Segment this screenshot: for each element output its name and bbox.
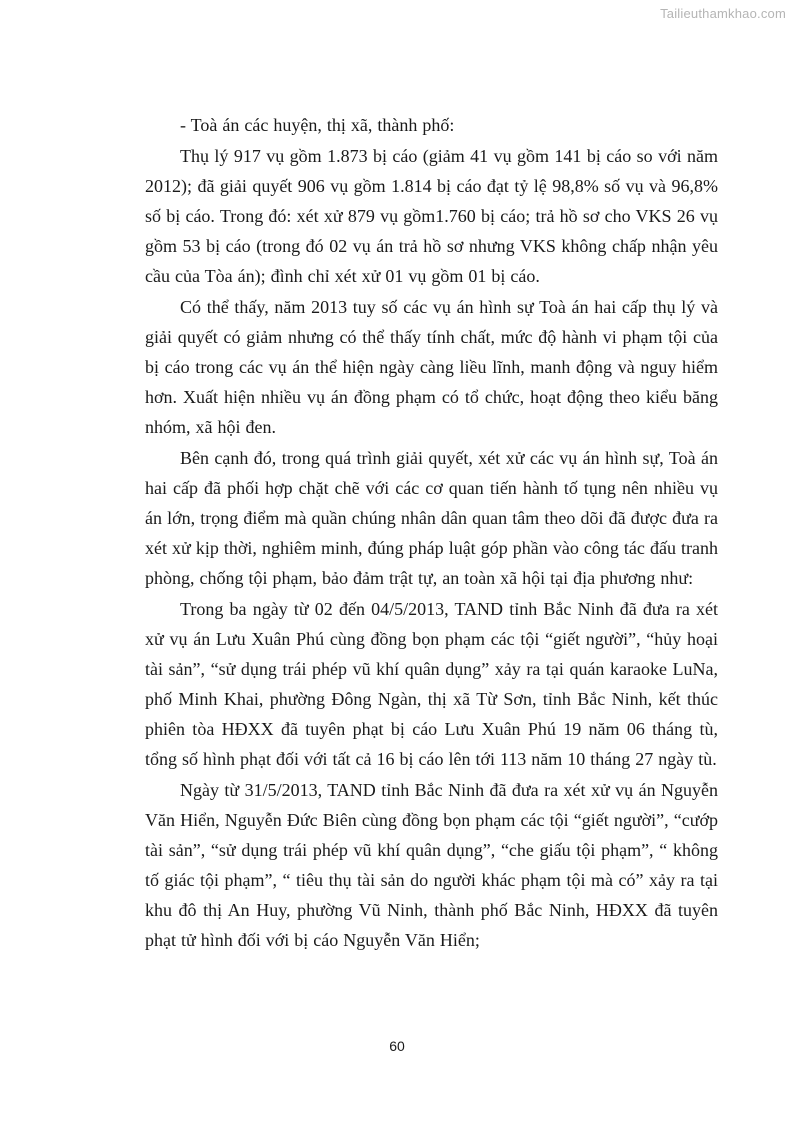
paragraph-case-statistics: Thụ lý 917 vụ gồm 1.873 bị cáo (giảm 41 vụ gồm 141 bị cáo so với năm 2012); đã giải quyết 906 vụ gồm 1.814 bị cáo đạt tỷ lệ 98,8% số vụ và 96,8% số bị cáo. Trong đó: xét xử 879 vụ gồm1.760 bị cáo; trả hồ sơ cho VKS 26 vụ gồm 53 bị cáo (trong đó 02 vụ án trả hồ sơ nhưng VKS không chấp nhận yêu cầu của Tòa án); đình chỉ xét xử 01 vụ gồm 01 bị cáo. (145, 146, 718, 286)
paragraph-coordination: Bên cạnh đó, trong quá trình giải quyết, xét xử các vụ án hình sự, Toà án hai cấp đã phối hợp chặt chẽ với các cơ quan tiến hành tố tụng nên nhiều vụ án lớn, trọng điểm mà quần chúng nhân dân quan tâm theo dõi đã được đưa ra xét xử kịp thời, nghiêm minh, đúng pháp luật góp phần vào công tác đấu tranh phòng, chống tội phạm, bảo đảm trật tự, an toàn xã hội tại địa phương như: (145, 448, 718, 588)
paragraph-crime-trend: Có thể thấy, năm 2013 tuy số các vụ án hình sự Toà án hai cấp thụ lý và giải quyết có giảm nhưng có thể thấy tính chất, mức độ hành vi phạm tội của bị cáo trong các vụ án thể hiện ngày càng liều lĩnh, manh động và nguy hiểm hơn. Xuất hiện nhiều vụ án đồng phạm có tổ chức, hoạt động theo kiểu băng nhóm, xã hội đen. (145, 297, 718, 437)
paragraph-case-luu-xuan-phu: Trong ba ngày từ 02 đến 04/5/2013, TAND tỉnh Bắc Ninh đã đưa ra xét xử vụ án Lưu Xuân Phú cùng đồng bọn phạm các tội “giết người”, “hủy hoại tài sản”, “sử dụng trái phép vũ khí quân dụng” xảy ra tại quán karaoke LuNa, phố Minh Khai, phường Đông Ngàn, thị xã Từ Sơn, tỉnh Bắc Ninh, kết thúc phiên tòa HĐXX đã tuyên phạt bị cáo Lưu Xuân Phú 19 năm 06 tháng tù, tổng số hình phạt đối với tất cả 16 bị cáo lên tới 113 năm 10 tháng 27 ngày tù. (145, 599, 718, 769)
paragraph-case-nguyen-van-hien: Ngày từ 31/5/2013, TAND tỉnh Bắc Ninh đã đưa ra xét xử vụ án Nguyễn Văn Hiển, Nguyễn Đức Biên cùng đồng bọn phạm các tội “giết người”, “cướp tài sản”, “sử dụng trái phép vũ khí quân dụng”, “che giấu tội phạm”, “ không tố giác tội phạm”, “ tiêu thụ tài sản do người khác phạm tội mà có” xảy ra tại khu đô thị An Huy, phường Vũ Ninh, thành phố Bắc Ninh, HĐXX đã tuyên phạt tử hình đối với bị cáo Nguyễn Văn Hiển; (145, 780, 718, 950)
document-body (145, 110, 718, 956)
page-number: 60 (389, 1038, 405, 1054)
watermark-text: Tailieuthamkhao.com (660, 6, 786, 21)
paragraph-district-courts-heading: - Toà án các huyện, thị xã, thành phố: (180, 115, 455, 135)
